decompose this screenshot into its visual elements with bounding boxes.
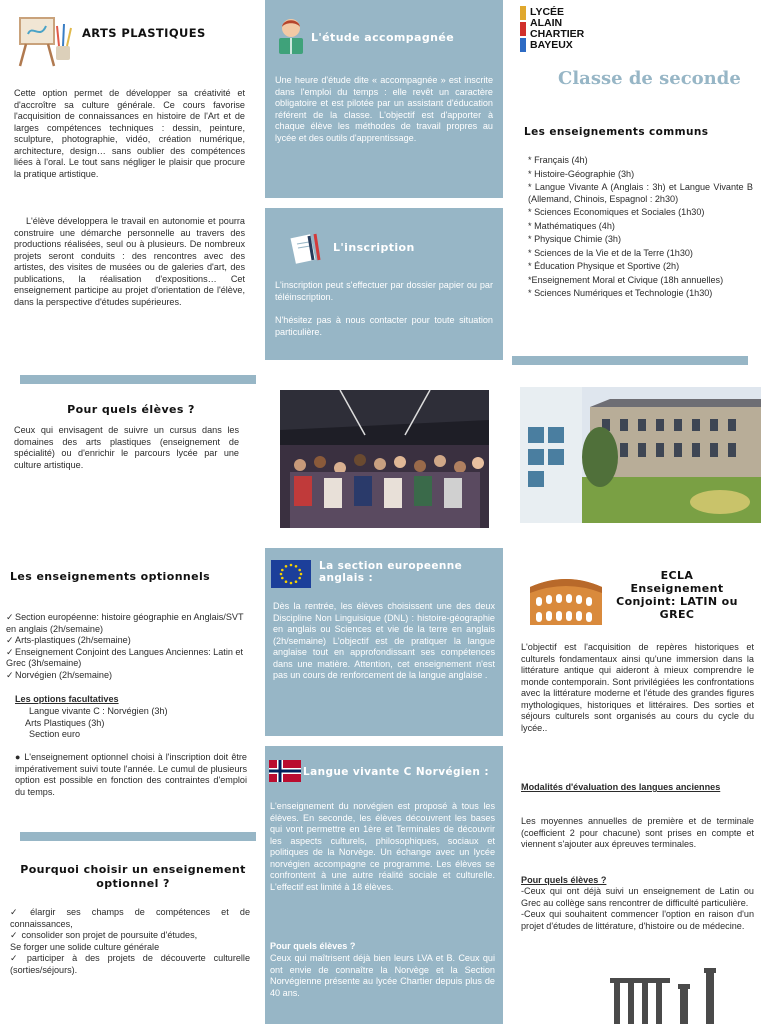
list-item: ✓Enseignement Conjoint des Langues Anciennes: Latin et Grec (3h/semaine) xyxy=(6,646,244,668)
inscription-panel xyxy=(265,208,503,360)
classe-title: Classe de seconde xyxy=(558,68,741,89)
pour-quels-eleves-title: Pour quels élèves ? xyxy=(67,403,195,416)
check-icon: ✓ xyxy=(6,646,14,657)
list-item: ✓ consolider son projet de poursuite d'études, xyxy=(10,930,198,940)
list-item: -Ceux qui souhaitent commencer l'option en raison d'un projet d'études de littérature, d'histoire ou de médecine. xyxy=(521,909,754,931)
pourquoi-title: Pourquoi choisir un enseignement optionnel ? xyxy=(20,863,246,890)
arts-paragraph-1: Cette option permet de développer sa créativité et d'accroître sa culture générale. Ce cours favorise l'acquisition de connaissances en histoire de l'Art et de larges compétences techniques : dessin, peinture, sculpture, photographie, vidéo, création numérique, architecture, design… sans oublier des compétences liées à l'oral. Le tout sans négliger le plaisir que procure la pratique artistique. xyxy=(14,88,245,179)
optionnels-list xyxy=(6,612,250,681)
list-item: Langue vivante C : Norvégien (3h) xyxy=(29,706,168,716)
ecla-pour-list xyxy=(521,886,754,932)
list-item: * Éducation Physique et Sportive (2h) xyxy=(528,261,680,271)
etude-text: Une heure d'étude dite « accompagnée » est inscrite dans l'emploi du temps : elle revêt un caractère obligatoire et est pilotée par un assistant d'éducation référent de la classe. L'objectif est d'apporter à chaque élève les méthodes de travail propres au lycée et des outils d'apprentissage. xyxy=(275,75,493,143)
ruins-icon xyxy=(606,968,726,1024)
school-logo xyxy=(520,4,594,62)
list-item: * Sciences Economiques et Sociales (1h30) xyxy=(528,207,705,217)
list-item: ✓Section européenne: histoire géographie en Anglais/SVT en anglais (2h/semaine) xyxy=(6,612,244,634)
colosseum-icon xyxy=(526,569,606,627)
left-column xyxy=(0,0,262,1024)
facultatives-title: Les options facultatives xyxy=(15,694,119,704)
divider-bar xyxy=(20,375,256,384)
inscription-title: L'inscription xyxy=(333,241,415,254)
check-icon: ✓ xyxy=(6,612,14,622)
easel-icon xyxy=(14,12,76,68)
modalites-text: Les moyennes annuelles de première et de terminale (coefficient 2 pour chacune) sont prises en compte et viennent s'ajouter aux épreuves terminales. xyxy=(521,816,754,849)
logo-line: LYCÉE xyxy=(530,6,565,18)
check-icon: ✓ xyxy=(10,907,18,917)
divider-bar xyxy=(20,832,256,841)
arts-title: ARTS PLASTIQUES xyxy=(82,26,206,40)
list-item: -Ceux qui ont déjà suivi un enseignement de Latin ou Grec au collège sans rencontrer de difficulté particulière. xyxy=(521,886,754,908)
check-icon: ✓ xyxy=(6,669,14,680)
bullet-icon: ● xyxy=(15,752,22,762)
check-icon: ✓ xyxy=(10,953,18,963)
list-item: *Enseignement Moral et Civique (18h annuelles) xyxy=(528,274,724,285)
divider-bar xyxy=(512,356,748,365)
list-item: * Langue Vivante A (Anglais : 3h) et Langue Vivante B (Allemand, Chinois, Espagnol : 2h30) xyxy=(528,182,753,204)
check-icon: ✓ xyxy=(10,930,18,940)
list-item: * Français (4h) xyxy=(528,155,588,165)
pour-quels-eleves-text: Ceux qui envisagent de suivre un cursus dans les domaines des arts plastiques (enseignement de spécialité) ou d'enrichir le parcours lycée par une culture artistique. xyxy=(14,425,239,470)
middle-column xyxy=(265,0,503,1024)
logo-line: ALAIN xyxy=(530,17,563,29)
logo-line: CHARTIER xyxy=(530,28,585,40)
ecla-text: L'objectif est l'acquisition de repères historiques et culturels fondamentaux ainsi qu'une immersion dans la littérature antique qui aideront à mieux comprendre le monde contemporain. Sont privilégiées les confrontations avec la littérature moderne et l'étude des grandes figures mythologiques, historiques et littéraires. Des sorties et séjours culturels sont organisés au cours du cycle du lycée.. xyxy=(521,642,754,733)
norway-flag-icon xyxy=(269,760,301,782)
euro-panel xyxy=(265,548,503,736)
inscription-text-2: N'hésitez pas à nous contacter pour toute situation particulière. xyxy=(275,315,493,337)
ecla-title: ECLA Enseignement Conjoint: LATIN ou GREC xyxy=(616,569,738,621)
list-item: ✓ participer à des projets de découverte culturelle (sorties/séjours). xyxy=(10,953,250,975)
list-item: Section euro xyxy=(29,729,81,739)
list-item: ✓ élargir ses champs de compétences et de connaissances, xyxy=(10,907,250,929)
etude-panel xyxy=(265,0,503,198)
pourquoi-list xyxy=(10,907,250,976)
list-item: Se forger une solide culture générale xyxy=(10,941,160,952)
list-item: * Sciences de la Vie et de la Terre (1h30) xyxy=(528,247,693,258)
norvegien-panel xyxy=(265,746,503,1024)
optionnel-note: ● L'enseignement optionnel choisi à l'inscription doit être impérativement suivi toute l'année. Le cumul de plusieurs option est possible en fonction des contraintes d'emploi du temps. xyxy=(15,752,247,797)
norvegien-pour-title: Pour quels élèves ? xyxy=(270,941,356,951)
arts-paragraph-2: L'élève développera le travail en autonomie et pourra construire une démarche personnelle au travers des productions réalisées, seul ou à plusieurs. De nombreux projets seront conduits : des rencontres avec des artistes, des visites de musées ou de galeries d'art, des publications, la réalisation d'expositions… Cet enseignement participe au projet d'orientation de l'élève, dans la perspective d'études supérieures. xyxy=(14,216,245,307)
euro-title: La section europeenne anglais : xyxy=(319,560,463,584)
list-item: ✓Norvégien (2h/semaine) xyxy=(6,669,113,680)
list-item: * Histoire-Géographie (3h) xyxy=(528,168,635,179)
communs-title: Les enseignements communs xyxy=(524,126,709,138)
right-column xyxy=(506,0,768,1024)
ecla-pour-title: Pour quels élèves ? xyxy=(521,875,607,885)
optionnels-title: Les enseignements optionnels xyxy=(10,570,211,583)
communs-list xyxy=(528,155,753,300)
norvegien-text: L'enseignement du norvégien est proposé à tous les élèves. En seconde, les élèves découvrent les bases qui vont permettre en 1ère et Terminales de découvrir les aspects culturels, philosophiques, sociaux et politiques de la Norvège. Un échange avec un lycée norvégien accompagne ce programme. Les élèves se confrontent à une autre réalité sociale et culturelle. L'effectif est limité à 18 élèves. xyxy=(270,801,495,892)
list-item: * Sciences Numériques et Technologie (1h30) xyxy=(528,288,713,298)
list-item: ✓Arts-plastiques (2h/semaine) xyxy=(6,635,131,645)
students-photo xyxy=(280,390,489,528)
facultatives-list xyxy=(15,706,245,741)
eu-flag-icon xyxy=(271,560,311,588)
inscription-text-1: L'inscription peut s'effectuer par dossier papier ou par téléinscription. xyxy=(275,280,493,302)
school-building-photo xyxy=(520,387,761,523)
list-item: Arts Plastiques (3h) xyxy=(25,717,105,728)
pencil-icon xyxy=(289,230,323,266)
norvegien-pour-text: Ceux qui maîtrisent déjà bien leurs LVA et B. Ceux qui ont envie de connaître la Norvège et la Section Norvégienne présente au lycée Chartier depuis plus de 40 ans. xyxy=(270,953,495,998)
check-icon: ✓ xyxy=(6,635,14,645)
etude-title: L'étude accompagnée xyxy=(311,31,455,44)
student-icon xyxy=(275,16,307,56)
euro-text: Dès la rentrée, les élèves choisissent une des deux Discipline Non Linguisique (DNL) : histoire-géographie en anglais ou Sciences et vie de la terre en anglais (2h/semaine) L'objectif est de pratiquer la langue anglaise tout en approfondissant ses compétences dans une matière. Attention, cet enseignement n'est pas un cours de renforcement de la langue anglaise . xyxy=(273,601,495,680)
list-item: * Physique Chimie (3h) xyxy=(528,234,621,244)
norvegien-title: Langue vivante C Norvégien : xyxy=(303,766,489,778)
list-item: * Mathématiques (4h) xyxy=(528,220,615,231)
logo-line: BAYEUX xyxy=(530,39,573,51)
modalites-title: Modalités d'évaluation des langues anciennes xyxy=(521,782,721,792)
